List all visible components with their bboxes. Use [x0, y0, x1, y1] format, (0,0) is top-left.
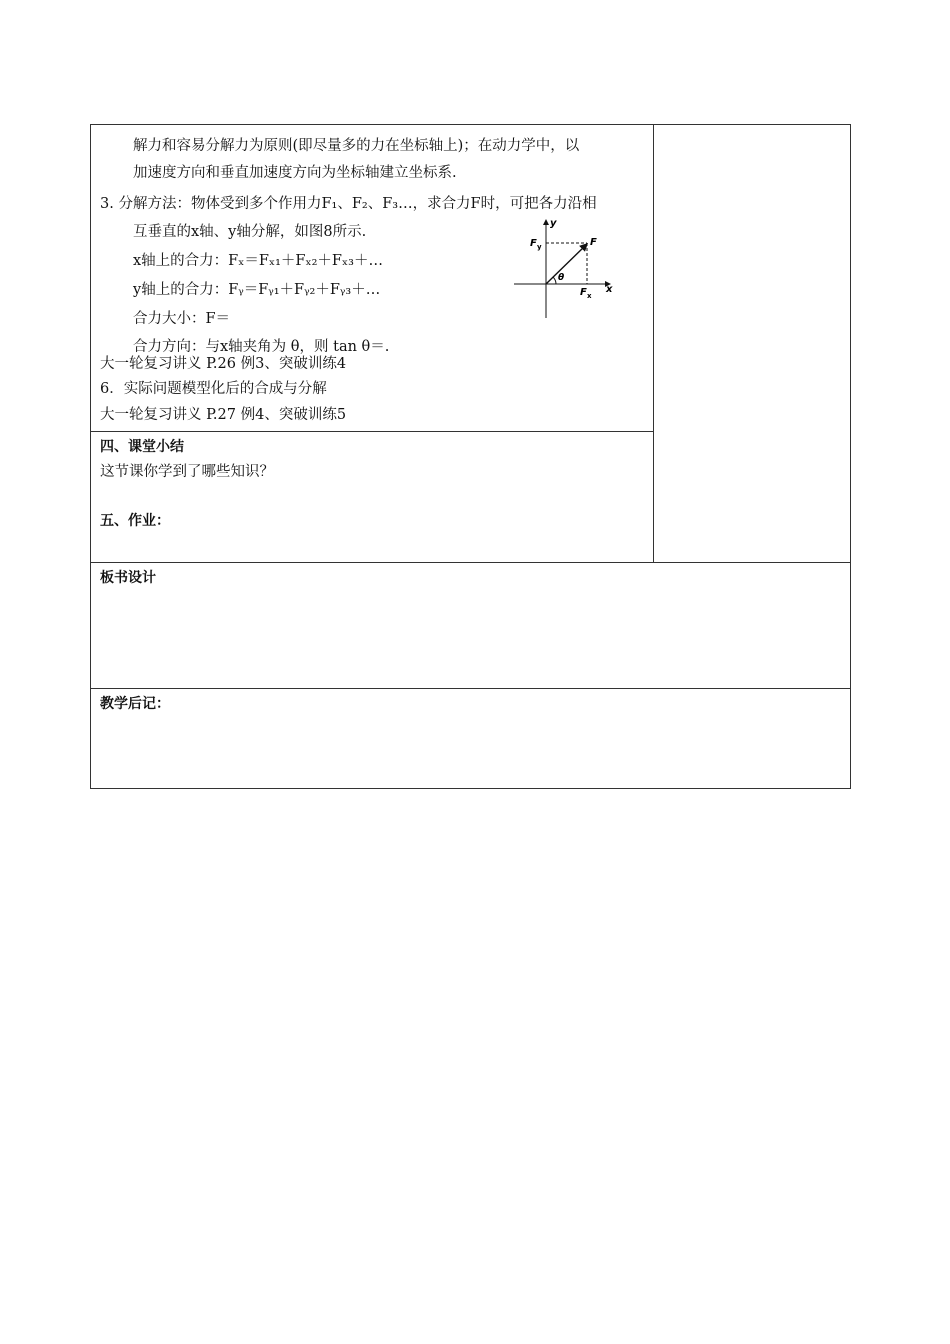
f-label: F — [590, 237, 597, 248]
fy-sub-label: y — [537, 243, 542, 251]
item-6: 6．实际问题模型化后的合成与分解 — [100, 381, 327, 397]
f-vector — [546, 244, 587, 284]
summary-question: 这节课你学到了哪些知识？ — [100, 464, 274, 480]
content-line-6: y轴上的合力：Fᵧ＝Fᵧ₁＋Fᵧ₂＋Fᵧ₃＋… — [133, 282, 381, 298]
content-line-7: 合力大小：F＝ — [133, 311, 231, 327]
fx-label: F — [580, 287, 587, 298]
reflection-heading: 教学后记： — [100, 696, 170, 712]
content-line-5: x轴上的合力：Fₓ＝Fₓ₁＋Fₓ₂＋Fₓ₃＋… — [133, 253, 383, 269]
board-design-heading: 板书设计 — [100, 570, 156, 586]
board-design-cell — [90, 562, 851, 689]
content-line-1: 解力和容易分解力为原则(即尽量多的力在坐标轴上)；在动力学中，以 — [133, 138, 580, 154]
y-label: y — [550, 218, 557, 229]
content-line-3: 3. 分解方法：物体受到多个作用力F₁、F₂、F₃…，求合力F时，可把各力沿相 — [100, 196, 597, 212]
summary-heading: 四、课堂小结 — [100, 439, 184, 455]
theta-label: θ — [558, 273, 565, 283]
reflection-cell — [90, 688, 851, 789]
content-line-2: 加速度方向和垂直加速度方向为坐标轴建立坐标系. — [133, 165, 457, 181]
reference-1: 大一轮复习讲义 P.26 例3、突破训练4 — [100, 356, 347, 372]
homework-heading: 五、作业： — [100, 513, 170, 529]
force-decomposition-figure — [510, 214, 620, 320]
content-line-8: 合力方向：与x轴夹角为 θ，则 tan θ＝. — [133, 339, 390, 355]
theta-arc — [553, 277, 556, 284]
content-line-4: 互垂直的x轴、y轴分解，如图8所示. — [133, 224, 367, 240]
fy-label: F — [530, 238, 537, 249]
side-cell — [653, 124, 851, 563]
reference-2: 大一轮复习讲义 P.27 例4、突破训练5 — [100, 407, 347, 423]
fx-sub-label: x — [587, 292, 592, 300]
x-label: x — [606, 284, 613, 295]
